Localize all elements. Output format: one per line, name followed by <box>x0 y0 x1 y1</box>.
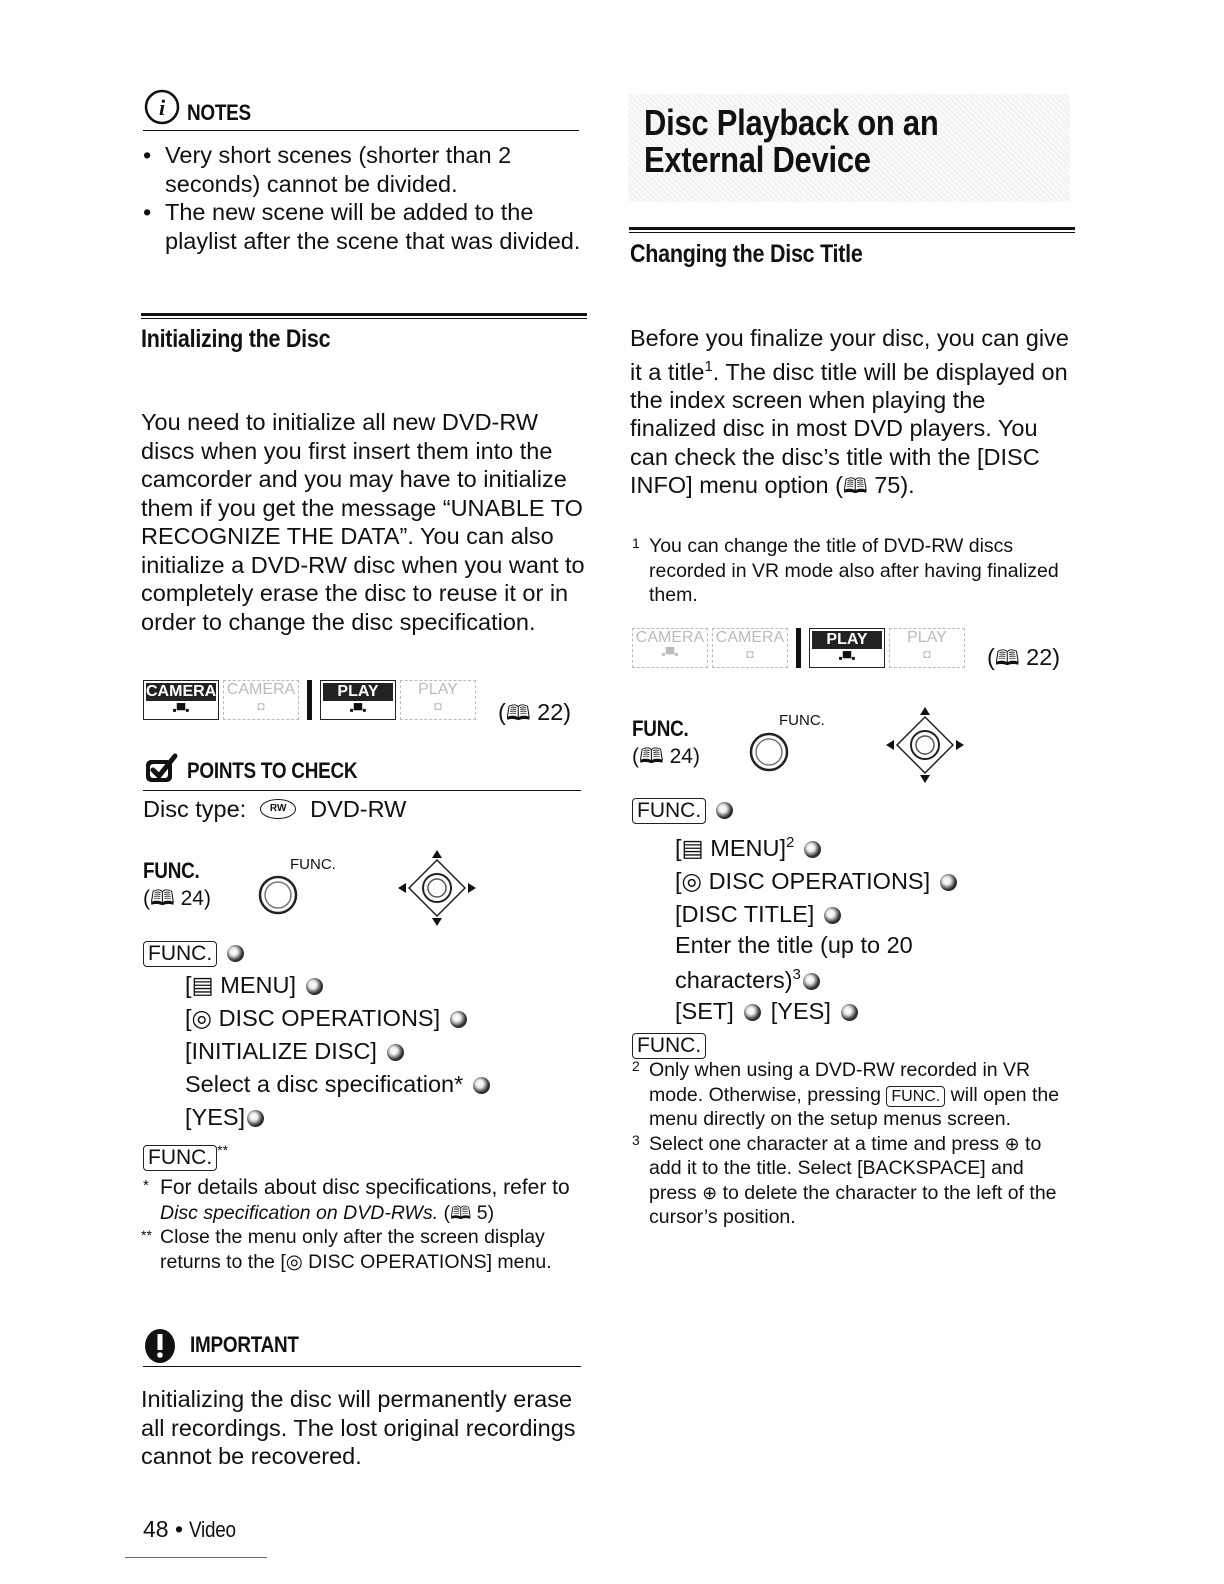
right-intro: Before you finalize your disc, you can give it a title$^1$. The disc title will be displayed on the index screen when playing the finalized disc in most DVD players. You can check the disc’s title with the [DISC INFO] menu option (🕮 75). <box>630 325 1069 499</box>
left-footnotes <box>143 1176 588 1274</box>
func-button[interactable]: FUNC. <box>632 798 706 824</box>
banner-line-1: Disc Playback on an <box>644 102 939 143</box>
checkmark-icon <box>143 750 181 788</box>
right-step-end <box>632 1028 1072 1061</box>
right-func-button-caption: FUNC. <box>779 712 825 729</box>
set-icon <box>804 841 821 858</box>
mode-play-photo: PLAY ◘ <box>400 680 476 720</box>
left-section-title: Initializing the Disc <box>141 325 331 353</box>
left-func-button-caption: FUNC. <box>290 856 336 873</box>
func-button-icon <box>257 874 299 916</box>
mode-camera-movie: CAMERA ▪▀▪ <box>632 628 708 668</box>
right-section-rule <box>629 227 1075 233</box>
mode-separator <box>796 628 801 668</box>
svg-text:i: i <box>158 95 166 120</box>
left-steps <box>143 936 583 1173</box>
left-func-label: FUNC. <box>143 858 200 883</box>
right-step-5: [SET] [YES] <box>632 995 1072 1028</box>
set-icon <box>227 945 244 962</box>
menu-icon: ▤ <box>191 972 214 998</box>
left-mode-row <box>143 680 476 720</box>
left-footnote-1: * For details about disc specifications, refer to Disc specification on DVD-RWs. (🕮 5) <box>143 1176 570 1224</box>
joystick-icon <box>880 705 970 785</box>
info-icon <box>143 88 181 126</box>
footer-bullet: • <box>174 1516 190 1542</box>
left-step-4: Select a disc specification* <box>143 1068 583 1101</box>
mode-separator <box>307 680 312 720</box>
right-step-2: [◎ DISC OPERATIONS] <box>632 865 1072 898</box>
book-icon: 🕮 <box>639 745 664 768</box>
set-icon <box>716 802 733 819</box>
left-mode-ref: (🕮 22) <box>498 699 572 725</box>
disc-icon: ◎ <box>191 1005 213 1031</box>
book-icon: 🕮 <box>150 887 175 910</box>
book-icon: 🕮 <box>842 475 868 499</box>
left-step-1: [▤ MENU] <box>143 969 583 1002</box>
mode-play-movie: PLAY ▪▀▪ <box>320 680 396 720</box>
left-section-rule <box>141 313 587 319</box>
book-icon: 🕮 <box>994 647 1020 670</box>
left-step-func <box>143 936 583 969</box>
func-button[interactable]: FUNC. <box>143 1145 217 1171</box>
set-icon <box>387 1044 404 1061</box>
disc-icon: ◎ <box>285 1250 303 1273</box>
right-step-1: [▤ MENU]$^2$ <box>632 826 1072 865</box>
footer-rule <box>125 1557 267 1558</box>
mode-play-movie: PLAY ▪▀▪ <box>809 628 885 668</box>
page-footer <box>143 1516 244 1543</box>
mode-camera-photo: CAMERA ◘ <box>712 628 788 668</box>
joystick-press-icon: ⊕ <box>1004 1133 1020 1154</box>
page-number: 48 <box>143 1516 169 1542</box>
set-icon <box>744 1004 761 1021</box>
set-icon <box>841 1004 858 1021</box>
right-footnote-1: 1 You can change the title of DVD-RW discs recorded in VR mode also after having finalized them. <box>632 535 1059 606</box>
right-steps <box>632 793 1072 1061</box>
set-icon <box>824 907 841 924</box>
set-icon <box>803 973 820 990</box>
dvd-rw-icon: RW <box>260 799 296 819</box>
set-icon <box>306 978 323 995</box>
set-icon <box>940 874 957 891</box>
func-button: FUNC. <box>886 1086 945 1107</box>
disc-type-line <box>143 795 406 824</box>
points-to-check <box>143 750 581 791</box>
right-step-3: [DISC TITLE] <box>632 898 1072 931</box>
right-footnotes <box>630 1058 1074 1230</box>
set-icon <box>450 1011 467 1028</box>
important-icon <box>143 1326 177 1364</box>
left-step-3: [INITIALIZE DISC] <box>143 1035 583 1068</box>
right-footnote-3: 3 Select one character at a time and press ⊕ to add it to the title. Select [BACKSPACE] and press ⊕ to delete the character to the left of the cursor’s position. <box>632 1131 1057 1228</box>
right-mode-ref: (🕮 22) <box>987 644 1061 670</box>
right-func-ref: (🕮 24) <box>632 745 700 768</box>
mode-camera-photo: CAMERA ◘ <box>223 680 299 720</box>
disc-icon: ◎ <box>681 867 703 894</box>
mode-play-photo: PLAY ◘ <box>889 628 965 668</box>
joystick-icon <box>392 848 482 928</box>
func-button[interactable]: FUNC. <box>143 941 217 967</box>
important-text: Initializing the disc will permanently erase all recordings. The lost original recordings cannot be recovered. <box>141 1386 576 1469</box>
left-step-5: [YES] <box>143 1101 583 1134</box>
set-icon <box>247 1110 264 1127</box>
left-intro: You need to initialize all new DVD-RW discs when you first insert them into the camcorder and you may have to initialize them if you get the message “UNABLE TO RECOGNIZE THE DATA”. You can also initialize a DVD-RW disc when you want to completely erase the disc to reuse it or in order to change the disc specification. <box>141 409 585 635</box>
left-func-ref: (🕮 24) <box>143 887 211 910</box>
right-section-title: Changing the Disc Title <box>630 240 863 268</box>
notes-item-2: • The new scene will be added to the playlist after the scene that was divided. <box>143 198 583 255</box>
func-button-icon <box>748 731 790 773</box>
left-step-end: FUNC. ** <box>143 1134 583 1173</box>
menu-icon: ▤ <box>681 834 704 861</box>
book-icon: 🕮 <box>450 1202 472 1223</box>
left-step-2: [◎ DISC OPERATIONS] <box>143 1002 583 1035</box>
chapter-banner <box>628 94 1070 202</box>
notes-heading: NOTES <box>187 100 251 125</box>
notes-item-1: • Very short scenes (shorter than 2 seconds) cannot be divided. <box>143 141 583 198</box>
footer-section: Video <box>189 1517 237 1542</box>
disc-type-value: DVD-RW <box>310 796 407 822</box>
right-func-label: FUNC. <box>632 716 689 741</box>
func-button[interactable]: FUNC. <box>632 1033 706 1059</box>
right-footnote-2: 2 Only when using a DVD-RW recorded in VR mode. Otherwise, pressing FUNC. will open the menu directly on the setup menus screen. <box>632 1058 1060 1130</box>
right-step-func <box>632 793 1072 826</box>
set-icon <box>473 1077 490 1094</box>
book-icon: 🕮 <box>505 702 531 725</box>
important-heading: IMPORTANT <box>190 1332 299 1357</box>
disc-type-label: Disc type: <box>143 796 247 822</box>
right-step-4a: Enter the title (up to 20 <box>675 931 913 958</box>
left-footnote-2: ** Close the menu only after the screen display returns to the [◎ DISC OPERATIONS] menu. <box>141 1226 552 1273</box>
mode-camera-movie: CAMERA ▪▀▪ <box>143 680 219 720</box>
joystick-press-icon: ⊕ <box>702 1182 718 1203</box>
points-heading: POINTS TO CHECK <box>187 758 358 783</box>
important-box <box>143 1326 581 1367</box>
notes-heading-row <box>143 88 579 131</box>
right-mode-row <box>632 628 965 668</box>
right-step-4b: characters)$^3$ <box>632 960 1072 995</box>
notes-box <box>143 88 579 255</box>
banner-line-2: External Device <box>644 139 871 180</box>
notes-list <box>143 141 583 255</box>
